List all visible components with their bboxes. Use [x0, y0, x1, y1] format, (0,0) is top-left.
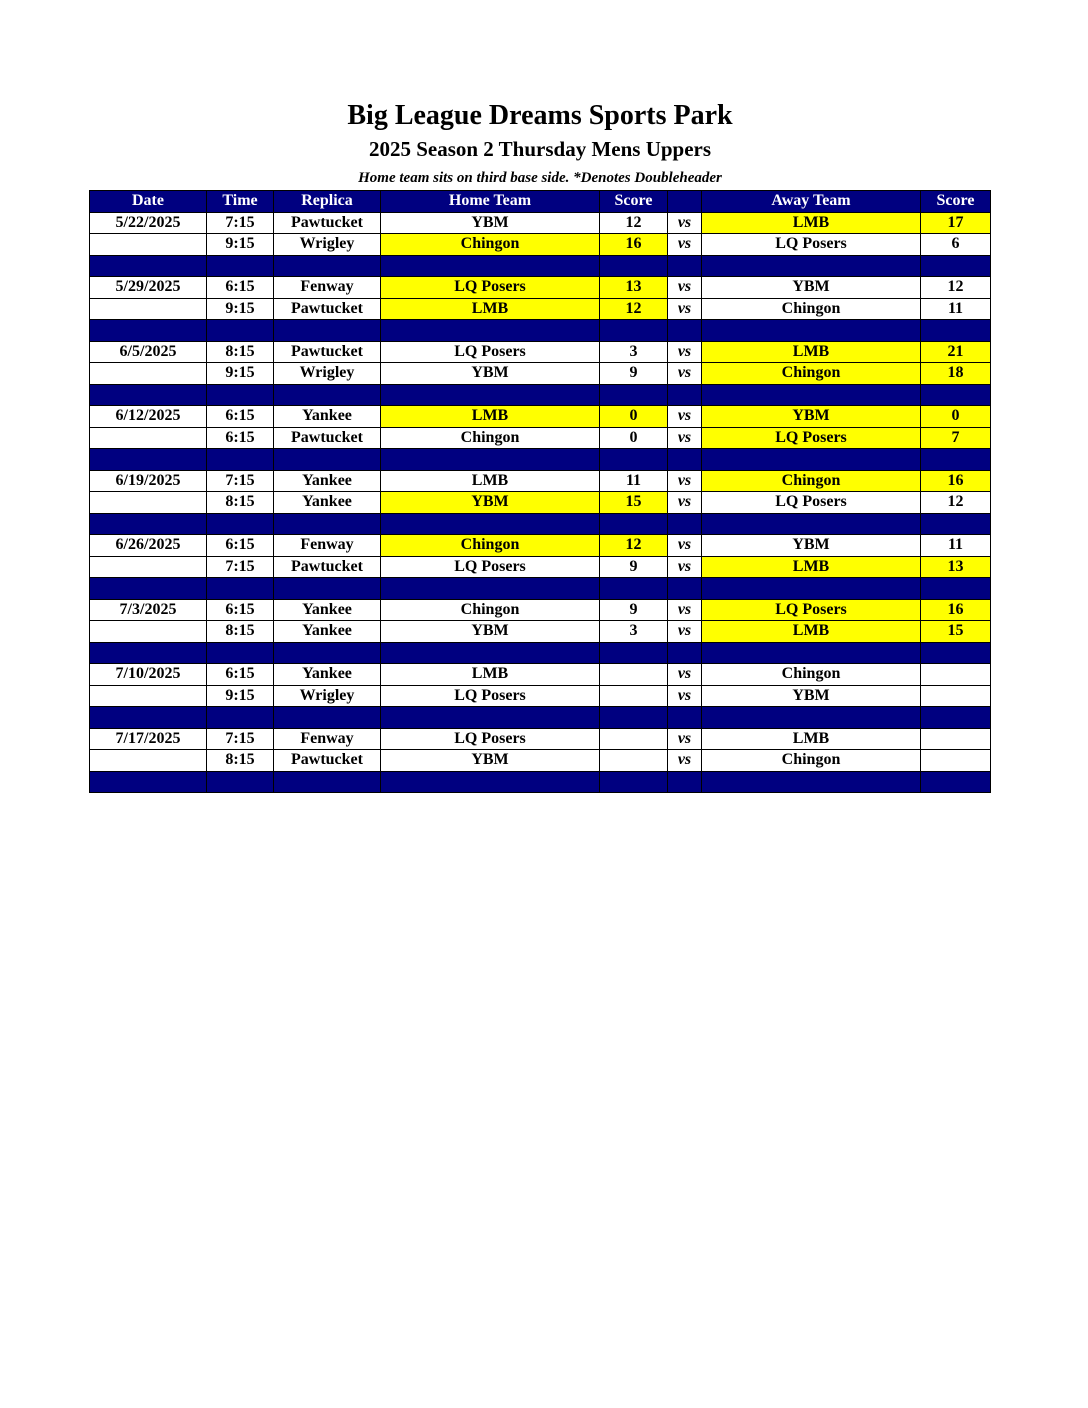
- time-cell: 7:15: [207, 556, 274, 578]
- away-score-cell: 11: [921, 535, 991, 557]
- home-team-cell: LMB: [381, 298, 600, 320]
- away-team-cell: YBM: [702, 535, 921, 557]
- home-score-cell: 16: [600, 234, 668, 256]
- time-cell: 6:15: [207, 277, 274, 299]
- vs-cell: vs: [668, 556, 702, 578]
- time-cell: 6:15: [207, 406, 274, 428]
- vs-cell: vs: [668, 406, 702, 428]
- home-team-cell: Chingon: [381, 535, 600, 557]
- home-team-cell: LQ Posers: [381, 556, 600, 578]
- time-cell: 9:15: [207, 298, 274, 320]
- home-team-cell: LMB: [381, 406, 600, 428]
- separator-cell: [381, 513, 600, 535]
- home-score-cell: 12: [600, 212, 668, 234]
- replica-cell: Yankee: [274, 621, 381, 643]
- away-team-cell: Chingon: [702, 750, 921, 772]
- away-score-cell: 17: [921, 212, 991, 234]
- separator-cell: [702, 513, 921, 535]
- vs-cell: vs: [668, 750, 702, 772]
- away-team-cell: Chingon: [702, 298, 921, 320]
- home-score-cell: 3: [600, 621, 668, 643]
- table-row: [90, 341, 991, 363]
- home-score-cell: 9: [600, 363, 668, 385]
- table-row: [90, 212, 991, 234]
- separator-cell: [668, 578, 702, 600]
- vs-cell: vs: [668, 728, 702, 750]
- home-team-cell: YBM: [381, 621, 600, 643]
- separator-cell: [921, 384, 991, 406]
- home-team-cell: LQ Posers: [381, 341, 600, 363]
- replica-cell: Yankee: [274, 492, 381, 514]
- table-row: [90, 277, 991, 299]
- separator-cell: [921, 771, 991, 793]
- home-score-cell: 0: [600, 406, 668, 428]
- separator-cell: [921, 578, 991, 600]
- week-separator-row: [90, 255, 991, 277]
- date-cell: 7/17/2025: [90, 728, 207, 750]
- vs-cell: vs: [668, 492, 702, 514]
- separator-cell: [90, 771, 207, 793]
- separator-cell: [381, 771, 600, 793]
- separator-cell: [921, 449, 991, 471]
- separator-cell: [90, 320, 207, 342]
- time-cell: 8:15: [207, 492, 274, 514]
- separator-cell: [207, 320, 274, 342]
- vs-cell: vs: [668, 599, 702, 621]
- week-separator-row: [90, 771, 991, 793]
- away-score-cell: 12: [921, 492, 991, 514]
- separator-cell: [702, 449, 921, 471]
- time-cell: 8:15: [207, 750, 274, 772]
- separator-cell: [207, 449, 274, 471]
- separator-cell: [274, 384, 381, 406]
- home-score-cell: 9: [600, 556, 668, 578]
- home-score-cell: 15: [600, 492, 668, 514]
- away-team-cell: YBM: [702, 277, 921, 299]
- separator-cell: [668, 513, 702, 535]
- table-header-row: [90, 191, 991, 213]
- home-score-cell: [600, 685, 668, 707]
- away-team-cell: LMB: [702, 621, 921, 643]
- column-header-replica: Replica: [274, 191, 381, 213]
- vs-cell: vs: [668, 277, 702, 299]
- week-separator-row: [90, 320, 991, 342]
- separator-cell: [207, 642, 274, 664]
- away-team-cell: LMB: [702, 556, 921, 578]
- away-score-cell: 21: [921, 341, 991, 363]
- vs-cell: vs: [668, 427, 702, 449]
- away-score-cell: 16: [921, 599, 991, 621]
- replica-cell: Wrigley: [274, 363, 381, 385]
- separator-cell: [381, 384, 600, 406]
- separator-cell: [381, 449, 600, 471]
- table-row: [90, 406, 991, 428]
- away-team-cell: LQ Posers: [702, 234, 921, 256]
- table-row: [90, 728, 991, 750]
- table-row: [90, 535, 991, 557]
- replica-cell: Yankee: [274, 664, 381, 686]
- date-cell: 7/10/2025: [90, 664, 207, 686]
- away-team-cell: YBM: [702, 685, 921, 707]
- separator-cell: [702, 707, 921, 729]
- replica-cell: Wrigley: [274, 685, 381, 707]
- table-row: [90, 599, 991, 621]
- away-team-cell: LMB: [702, 212, 921, 234]
- home-team-cell: Chingon: [381, 599, 600, 621]
- separator-cell: [600, 320, 668, 342]
- table-row: [90, 664, 991, 686]
- column-header-vs: [668, 191, 702, 213]
- table-row: [90, 363, 991, 385]
- table-row: [90, 556, 991, 578]
- replica-cell: Fenway: [274, 728, 381, 750]
- date-cell: [90, 492, 207, 514]
- table-row: [90, 298, 991, 320]
- date-cell: [90, 750, 207, 772]
- date-cell: [90, 363, 207, 385]
- separator-cell: [702, 642, 921, 664]
- vs-cell: vs: [668, 234, 702, 256]
- home-team-cell: LQ Posers: [381, 685, 600, 707]
- replica-cell: Yankee: [274, 406, 381, 428]
- away-score-cell: 0: [921, 406, 991, 428]
- separator-cell: [90, 578, 207, 600]
- separator-cell: [381, 320, 600, 342]
- replica-cell: Wrigley: [274, 234, 381, 256]
- time-cell: 7:15: [207, 212, 274, 234]
- date-cell: 6/19/2025: [90, 470, 207, 492]
- vs-cell: vs: [668, 621, 702, 643]
- separator-cell: [668, 255, 702, 277]
- time-cell: 9:15: [207, 234, 274, 256]
- time-cell: 9:15: [207, 363, 274, 385]
- date-cell: [90, 427, 207, 449]
- home-team-cell: YBM: [381, 492, 600, 514]
- schedule-table: [89, 190, 991, 793]
- home-score-cell: [600, 728, 668, 750]
- separator-cell: [668, 642, 702, 664]
- away-score-cell: [921, 664, 991, 686]
- week-separator-row: [90, 513, 991, 535]
- home-score-cell: 12: [600, 298, 668, 320]
- separator-cell: [274, 642, 381, 664]
- column-header-away-team: Away Team: [702, 191, 921, 213]
- home-team-cell: LQ Posers: [381, 728, 600, 750]
- separator-cell: [274, 320, 381, 342]
- home-team-cell: YBM: [381, 750, 600, 772]
- replica-cell: Pawtucket: [274, 556, 381, 578]
- time-cell: 8:15: [207, 341, 274, 363]
- away-score-cell: 18: [921, 363, 991, 385]
- separator-cell: [90, 642, 207, 664]
- home-team-cell: YBM: [381, 363, 600, 385]
- separator-cell: [274, 513, 381, 535]
- home-score-cell: 3: [600, 341, 668, 363]
- separator-cell: [207, 771, 274, 793]
- week-separator-row: [90, 642, 991, 664]
- time-cell: 6:15: [207, 664, 274, 686]
- separator-cell: [274, 449, 381, 471]
- table-row: [90, 427, 991, 449]
- separator-cell: [668, 384, 702, 406]
- replica-cell: Fenway: [274, 277, 381, 299]
- separator-cell: [381, 707, 600, 729]
- replica-cell: Pawtucket: [274, 427, 381, 449]
- separator-cell: [668, 771, 702, 793]
- date-cell: [90, 298, 207, 320]
- separator-cell: [702, 771, 921, 793]
- vs-cell: vs: [668, 212, 702, 234]
- separator-cell: [207, 384, 274, 406]
- column-header-date: Date: [90, 191, 207, 213]
- replica-cell: Pawtucket: [274, 750, 381, 772]
- home-team-cell: Chingon: [381, 234, 600, 256]
- separator-cell: [600, 578, 668, 600]
- replica-cell: Fenway: [274, 535, 381, 557]
- home-team-cell: LQ Posers: [381, 277, 600, 299]
- time-cell: 6:15: [207, 535, 274, 557]
- separator-cell: [600, 707, 668, 729]
- vs-cell: vs: [668, 363, 702, 385]
- home-score-cell: 11: [600, 470, 668, 492]
- separator-cell: [921, 513, 991, 535]
- away-team-cell: LQ Posers: [702, 492, 921, 514]
- separator-cell: [207, 578, 274, 600]
- separator-cell: [668, 449, 702, 471]
- away-team-cell: LQ Posers: [702, 599, 921, 621]
- separator-cell: [702, 320, 921, 342]
- home-score-cell: 13: [600, 277, 668, 299]
- away-score-cell: 15: [921, 621, 991, 643]
- separator-cell: [600, 771, 668, 793]
- time-cell: 7:15: [207, 470, 274, 492]
- date-cell: [90, 685, 207, 707]
- home-score-cell: [600, 750, 668, 772]
- schedule-note: Home team sits on third base side. *Denotes Doubleheader: [358, 170, 722, 186]
- week-separator-row: [90, 707, 991, 729]
- week-separator-row: [90, 384, 991, 406]
- table-row: [90, 685, 991, 707]
- separator-cell: [702, 255, 921, 277]
- separator-cell: [274, 707, 381, 729]
- separator-cell: [90, 513, 207, 535]
- time-cell: 8:15: [207, 621, 274, 643]
- replica-cell: Yankee: [274, 470, 381, 492]
- replica-cell: Pawtucket: [274, 341, 381, 363]
- vs-cell: vs: [668, 535, 702, 557]
- away-score-cell: 13: [921, 556, 991, 578]
- home-team-cell: LMB: [381, 664, 600, 686]
- page-subtitle: 2025 Season 2 Thursday Mens Uppers: [368, 137, 712, 161]
- away-team-cell: Chingon: [702, 470, 921, 492]
- date-cell: [90, 234, 207, 256]
- separator-cell: [600, 384, 668, 406]
- column-header-time: Time: [207, 191, 274, 213]
- separator-cell: [702, 384, 921, 406]
- separator-cell: [207, 707, 274, 729]
- separator-cell: [600, 642, 668, 664]
- separator-cell: [921, 320, 991, 342]
- replica-cell: Yankee: [274, 599, 381, 621]
- separator-cell: [381, 642, 600, 664]
- away-score-cell: 16: [921, 470, 991, 492]
- separator-cell: [921, 707, 991, 729]
- separator-cell: [381, 578, 600, 600]
- home-score-cell: 12: [600, 535, 668, 557]
- separator-cell: [274, 578, 381, 600]
- separator-cell: [90, 449, 207, 471]
- home-score-cell: [600, 664, 668, 686]
- time-cell: 6:15: [207, 599, 274, 621]
- separator-cell: [668, 320, 702, 342]
- vs-cell: vs: [668, 298, 702, 320]
- time-cell: 6:15: [207, 427, 274, 449]
- date-cell: [90, 621, 207, 643]
- vs-cell: vs: [668, 664, 702, 686]
- vs-cell: vs: [668, 341, 702, 363]
- table-row: [90, 234, 991, 256]
- replica-cell: Pawtucket: [274, 298, 381, 320]
- table-row: [90, 621, 991, 643]
- schedule-body: [90, 212, 991, 793]
- away-score-cell: 7: [921, 427, 991, 449]
- separator-cell: [702, 578, 921, 600]
- away-team-cell: YBM: [702, 406, 921, 428]
- time-cell: 7:15: [207, 728, 274, 750]
- date-cell: [90, 556, 207, 578]
- week-separator-row: [90, 449, 991, 471]
- page-title: Big League Dreams Sports Park: [347, 100, 733, 131]
- column-header-away-score: Score: [921, 191, 991, 213]
- home-score-cell: 9: [600, 599, 668, 621]
- column-header-home-score: Score: [600, 191, 668, 213]
- away-score-cell: [921, 728, 991, 750]
- separator-cell: [207, 255, 274, 277]
- vs-cell: vs: [668, 685, 702, 707]
- away-team-cell: LQ Posers: [702, 427, 921, 449]
- separator-cell: [90, 384, 207, 406]
- separator-cell: [90, 255, 207, 277]
- home-team-cell: Chingon: [381, 427, 600, 449]
- separator-cell: [921, 642, 991, 664]
- separator-cell: [600, 255, 668, 277]
- column-header-home-team: Home Team: [381, 191, 600, 213]
- table-row: [90, 750, 991, 772]
- home-score-cell: 0: [600, 427, 668, 449]
- away-score-cell: 12: [921, 277, 991, 299]
- date-cell: 5/22/2025: [90, 212, 207, 234]
- away-team-cell: LMB: [702, 728, 921, 750]
- separator-cell: [600, 449, 668, 471]
- separator-cell: [668, 707, 702, 729]
- separator-cell: [274, 255, 381, 277]
- separator-cell: [90, 707, 207, 729]
- away-score-cell: 11: [921, 298, 991, 320]
- away-score-cell: [921, 750, 991, 772]
- away-score-cell: 6: [921, 234, 991, 256]
- away-team-cell: Chingon: [702, 363, 921, 385]
- vs-cell: vs: [668, 470, 702, 492]
- separator-cell: [381, 255, 600, 277]
- table-row: [90, 470, 991, 492]
- separator-cell: [921, 255, 991, 277]
- date-cell: 7/3/2025: [90, 599, 207, 621]
- replica-cell: Pawtucket: [274, 212, 381, 234]
- date-cell: 6/5/2025: [90, 341, 207, 363]
- away-team-cell: LMB: [702, 341, 921, 363]
- week-separator-row: [90, 578, 991, 600]
- separator-cell: [207, 513, 274, 535]
- away-team-cell: Chingon: [702, 664, 921, 686]
- date-cell: 5/29/2025: [90, 277, 207, 299]
- date-cell: 6/12/2025: [90, 406, 207, 428]
- date-cell: 6/26/2025: [90, 535, 207, 557]
- time-cell: 9:15: [207, 685, 274, 707]
- separator-cell: [274, 771, 381, 793]
- separator-cell: [600, 513, 668, 535]
- home-team-cell: LMB: [381, 470, 600, 492]
- away-score-cell: [921, 685, 991, 707]
- table-row: [90, 492, 991, 514]
- home-team-cell: YBM: [381, 212, 600, 234]
